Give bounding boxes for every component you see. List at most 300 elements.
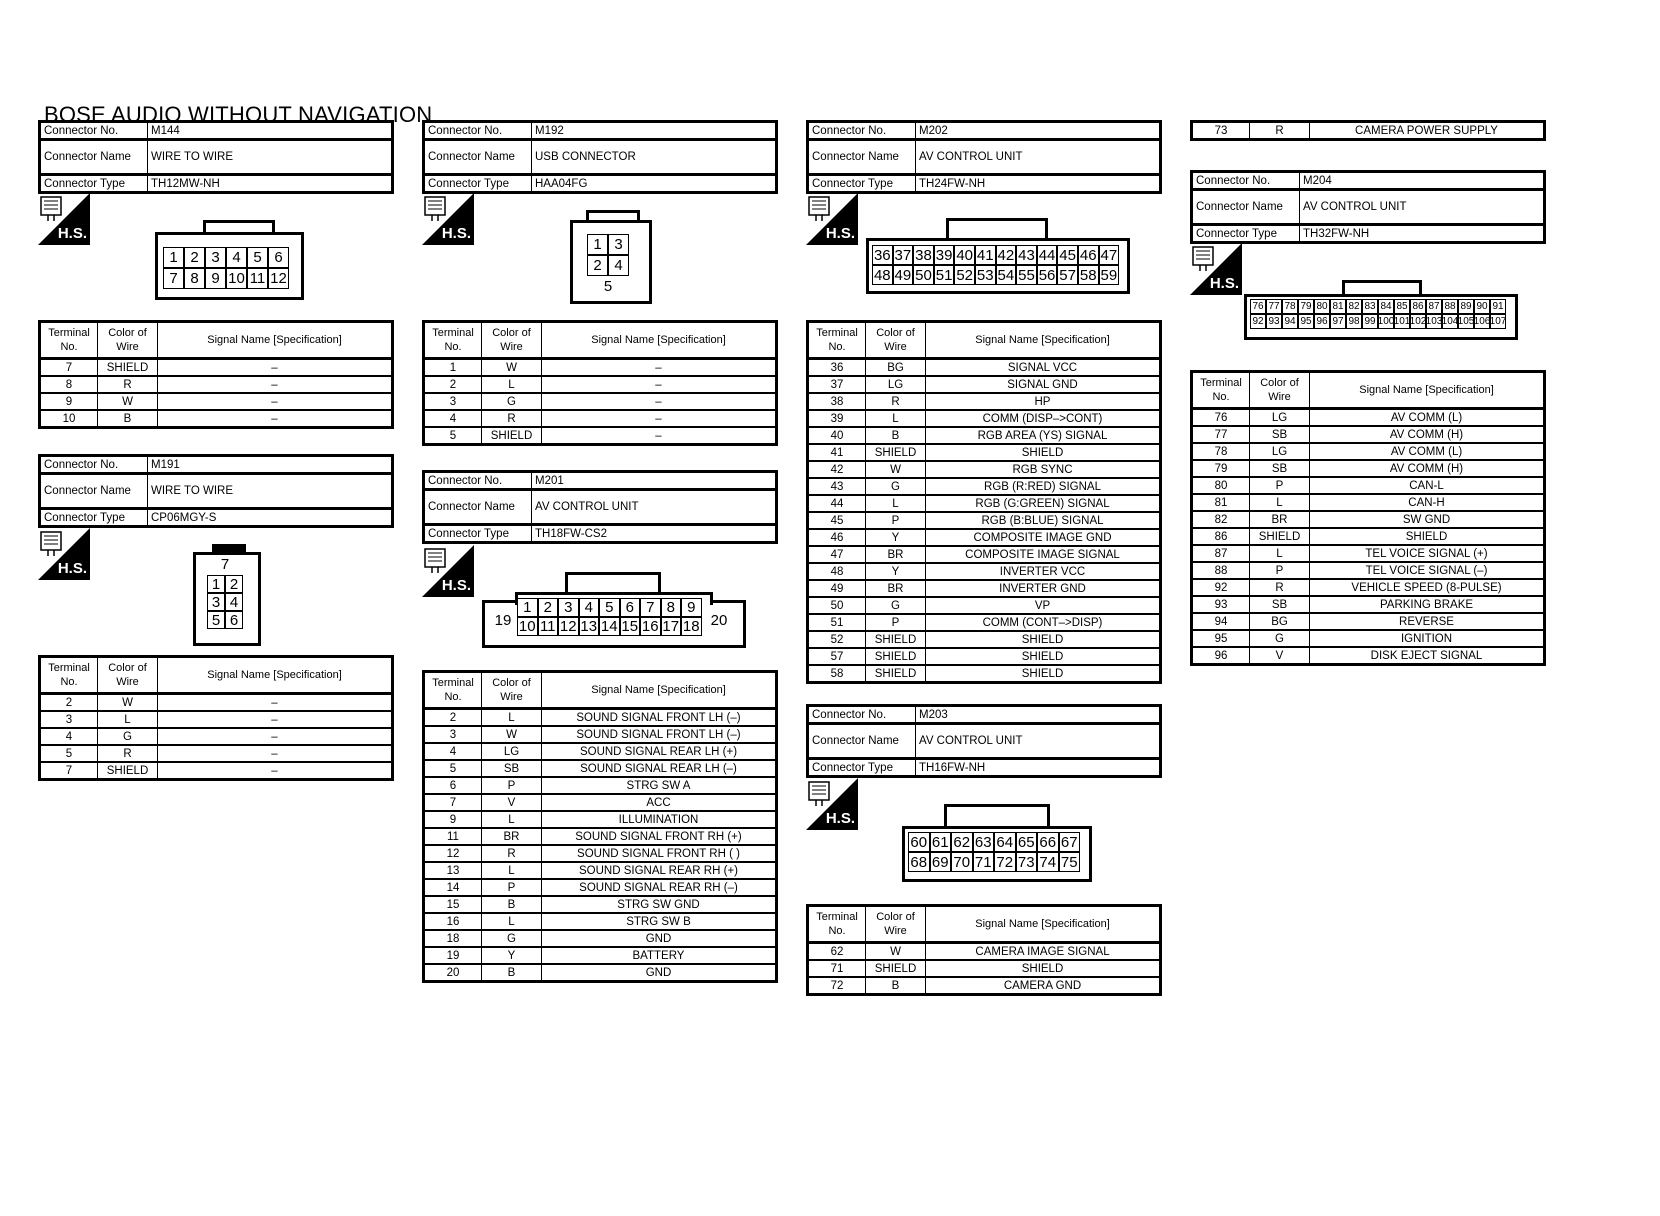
table-row: [1192, 443, 1545, 460]
harness-side-icon: [38, 528, 90, 580]
wire-color: LG: [866, 376, 926, 393]
pin-label: 20: [710, 612, 728, 629]
signal-name: –: [158, 762, 393, 780]
table-row: [1192, 596, 1545, 613]
wire-color: R: [1250, 122, 1310, 140]
wire-color: SHIELD: [866, 631, 926, 648]
table-row: [424, 845, 777, 862]
terminal-no: 38: [808, 393, 866, 410]
table-row: [808, 529, 1161, 546]
connector-no-label: Connector No.: [40, 122, 148, 140]
connector-pin: 3: [558, 598, 579, 617]
terminal-no: 73: [1192, 122, 1250, 140]
table-header-row: [424, 672, 777, 709]
table-row: [424, 359, 777, 377]
wire-color: Y: [866, 563, 926, 580]
signal-name: TEL VOICE SIGNAL (+): [1310, 545, 1545, 562]
terminal-no: 2: [40, 694, 98, 712]
terminal-no: 5: [424, 427, 482, 445]
connector-pin: 75: [1059, 852, 1081, 872]
connector-type-value: TH32FW-NH: [1300, 225, 1545, 243]
table-row: [808, 478, 1161, 495]
terminal-no: 11: [424, 828, 482, 845]
connector-no-label: Connector No.: [1192, 172, 1300, 190]
table-row: [808, 977, 1161, 995]
terminal-no: 48: [808, 563, 866, 580]
wire-color: Y: [866, 529, 926, 546]
page-title: BOSE AUDIO WITHOUT NAVIGATION: [44, 102, 433, 127]
connector-pin: 15: [621, 618, 639, 635]
table-row: [808, 444, 1161, 461]
connector-pin: 47: [1100, 246, 1118, 264]
table-row: [40, 745, 393, 762]
terminal-no: 2: [424, 709, 482, 727]
signal-name: –: [542, 393, 777, 410]
signal-name: –: [158, 393, 393, 410]
signal-name-header: Signal Name [Specification]: [926, 906, 1161, 943]
terminal-no: 5: [424, 760, 482, 777]
signal-name-header: Signal Name [Specification]: [1310, 372, 1545, 409]
hs-label: H.S.: [825, 810, 855, 827]
terminal-no: 18: [424, 930, 482, 947]
signal-name-header: Signal Name [Specification]: [926, 322, 1161, 359]
table-row: [424, 794, 777, 811]
signal-name: SHIELD: [926, 960, 1161, 977]
connector-pin: 13: [580, 618, 598, 635]
terminal-no: 6: [424, 777, 482, 794]
wire-color: L: [482, 862, 542, 879]
connector-pin: 64: [994, 832, 1016, 852]
connector-type-value: CP06MGY-S: [148, 509, 393, 527]
connector-pin: 2: [184, 247, 205, 268]
wire-color-header: Color of Wire: [482, 672, 542, 709]
terminal-no: 76: [1192, 409, 1250, 427]
connector-name-label: Connector Name: [40, 474, 148, 509]
connector-type-value: TH12MW-NH: [148, 175, 393, 193]
wire-color: V: [482, 794, 542, 811]
table-row: [424, 879, 777, 896]
connector-pin: 2: [538, 598, 559, 617]
connector-pin: 100: [1377, 316, 1395, 327]
signal-name: COMPOSITE IMAGE GND: [926, 529, 1161, 546]
terminal-table-m203-cont: [1190, 120, 1546, 141]
wire-color: SHIELD: [866, 665, 926, 683]
terminal-no: 87: [1192, 545, 1250, 562]
connector-no-value: M201: [532, 472, 777, 490]
table-row: [808, 631, 1161, 648]
table-row: [1192, 511, 1545, 528]
table-row: [424, 760, 777, 777]
wire-color: SHIELD: [482, 427, 542, 445]
signal-name: SOUND SIGNAL FRONT LH (–): [542, 709, 777, 727]
terminal-table-m203: [806, 904, 1162, 996]
signal-name: SW GND: [1310, 511, 1545, 528]
connector-header-m204: [1190, 170, 1546, 244]
wire-color: SHIELD: [866, 960, 926, 977]
table-row: [40, 711, 393, 728]
signal-name: SIGNAL VCC: [926, 359, 1161, 377]
table-row: [808, 960, 1161, 977]
wire-color: LG: [482, 743, 542, 760]
signal-name: –: [158, 359, 393, 377]
terminal-no: 47: [808, 546, 866, 563]
table-row: [808, 580, 1161, 597]
terminal-no: 79: [1192, 460, 1250, 477]
terminal-no: 3: [424, 726, 482, 743]
signal-name: PARKING BRAKE: [1310, 596, 1545, 613]
connector-pin: 74: [1037, 852, 1059, 872]
connector-pin: 39: [935, 246, 953, 264]
connector-pin: 80: [1314, 299, 1330, 314]
connector-pin: 5: [207, 611, 225, 629]
wire-color: P: [866, 614, 926, 631]
terminal-no: 42: [808, 461, 866, 478]
signal-name: CAMERA IMAGE SIGNAL: [926, 943, 1161, 961]
terminal-table-m144: [38, 320, 394, 429]
connector-type-label: Connector Type: [808, 759, 916, 777]
wire-color: R: [482, 845, 542, 862]
signal-name-header: Signal Name [Specification]: [158, 657, 393, 694]
table-row: [40, 694, 393, 712]
connector-pin: 56: [1038, 266, 1056, 284]
terminal-no: 9: [40, 393, 98, 410]
terminal-no: 58: [808, 665, 866, 683]
signal-name: AV COMM (L): [1310, 409, 1545, 427]
wire-color: BG: [866, 359, 926, 377]
signal-name: GND: [542, 930, 777, 947]
table-row: [808, 495, 1161, 512]
signal-name: COMPOSITE IMAGE SIGNAL: [926, 546, 1161, 563]
signal-name: SOUND SIGNAL REAR LH (+): [542, 743, 777, 760]
terminal-no-header: Terminal No.: [40, 657, 98, 694]
connector-pin: 82: [1346, 299, 1362, 314]
wire-color: BR: [482, 828, 542, 845]
connector-pin: 77: [1266, 299, 1282, 314]
signal-name: HP: [926, 393, 1161, 410]
connector-type-value: TH16FW-NH: [916, 759, 1161, 777]
connector-name-value: AV CONTROL UNIT: [916, 140, 1161, 175]
terminal-no: 15: [424, 896, 482, 913]
connector-pin: 97: [1330, 314, 1346, 329]
connector-pin: 91: [1490, 299, 1506, 314]
signal-name: CAN-L: [1310, 477, 1545, 494]
connector-pin: 44: [1038, 246, 1056, 264]
connector-pin: 84: [1378, 299, 1394, 314]
table-row: [40, 410, 393, 428]
terminal-no: 7: [40, 359, 98, 377]
wire-color: P: [482, 777, 542, 794]
connector-no-value: M203: [916, 706, 1161, 724]
connector-name-label: Connector Name: [1192, 190, 1300, 225]
connector-pin: 93: [1266, 314, 1282, 329]
terminal-no: 81: [1192, 494, 1250, 511]
harness-side-icon: [1190, 243, 1242, 295]
connector-pin: 104: [1441, 316, 1459, 327]
connector-pin: 99: [1362, 314, 1378, 329]
signal-name: VP: [926, 597, 1161, 614]
connector-pin: 11: [247, 268, 268, 289]
wire-color: R: [98, 376, 158, 393]
wire-color: SHIELD: [98, 359, 158, 377]
connector-name-value: AV CONTROL UNIT: [916, 724, 1161, 759]
connector-name-label: Connector Name: [808, 140, 916, 175]
wire-color-header: Color of Wire: [866, 322, 926, 359]
connector-pin: 37: [894, 246, 912, 264]
terminal-no: 19: [424, 947, 482, 964]
table-row: [424, 743, 777, 760]
terminal-no: 14: [424, 879, 482, 896]
connector-pin: 12: [559, 618, 577, 635]
wire-color: BR: [866, 546, 926, 563]
connector-pin: 98: [1346, 314, 1362, 329]
signal-name: –: [158, 376, 393, 393]
table-row: [1192, 494, 1545, 511]
terminal-no-header: Terminal No.: [424, 322, 482, 359]
terminal-no: 92: [1192, 579, 1250, 596]
signal-name: SOUND SIGNAL REAR RH (–): [542, 879, 777, 896]
wire-color: SB: [482, 760, 542, 777]
wire-color-header: Color of Wire: [98, 322, 158, 359]
pin-label: 19: [494, 612, 512, 629]
connector-pin: 67: [1059, 832, 1081, 852]
terminal-no: 45: [808, 512, 866, 529]
connector-pin: 79: [1298, 299, 1314, 314]
connector-name-value: WIRE TO WIRE: [148, 140, 393, 175]
wire-color: P: [1250, 562, 1310, 579]
wire-color: R: [98, 745, 158, 762]
wire-color: SHIELD: [866, 648, 926, 665]
hs-label: H.S.: [57, 560, 87, 577]
terminal-no: 41: [808, 444, 866, 461]
connector-pin: 5: [599, 598, 620, 617]
wire-color: SHIELD: [866, 444, 926, 461]
wire-color: Y: [482, 947, 542, 964]
wire-color: P: [866, 512, 926, 529]
connector-pin: 1: [207, 575, 225, 593]
wire-color: L: [1250, 494, 1310, 511]
terminal-no: 82: [1192, 511, 1250, 528]
connector-pin: 36: [873, 246, 891, 264]
terminal-no: 44: [808, 495, 866, 512]
wire-color: LG: [1250, 409, 1310, 427]
connector-header-m203: [806, 704, 1162, 778]
connector-pin: 96: [1314, 314, 1330, 329]
connector-type-label: Connector Type: [40, 509, 148, 527]
connector-pin: 68: [908, 852, 930, 872]
wire-color: R: [1250, 579, 1310, 596]
connector-pin: 4: [608, 255, 629, 276]
terminal-no-header: Terminal No.: [808, 322, 866, 359]
table-row: [424, 913, 777, 930]
terminal-no: 93: [1192, 596, 1250, 613]
connector-pin: 83: [1362, 299, 1378, 314]
connector-pin: 8: [184, 268, 205, 289]
connector-no-value: M191: [148, 456, 393, 474]
signal-name: INVERTER VCC: [926, 563, 1161, 580]
hs-label: H.S.: [1209, 275, 1239, 292]
signal-name: ACC: [542, 794, 777, 811]
connector-header-m144: [38, 120, 394, 194]
wire-color: B: [866, 977, 926, 995]
terminal-no-header: Terminal No.: [1192, 372, 1250, 409]
terminal-table-m192: [422, 320, 778, 446]
wire-color: L: [482, 913, 542, 930]
terminal-no: 51: [808, 614, 866, 631]
terminal-no-header: Terminal No.: [424, 672, 482, 709]
terminal-no: 7: [40, 762, 98, 780]
wire-color: R: [866, 393, 926, 410]
table-row: [808, 546, 1161, 563]
table-row: [424, 376, 777, 393]
wire-color: W: [482, 359, 542, 377]
wire-color: W: [866, 943, 926, 961]
table-header-row: [808, 322, 1161, 359]
signal-name: AV COMM (L): [1310, 443, 1545, 460]
connector-type-label: Connector Type: [40, 175, 148, 193]
signal-name: RGB SYNC: [926, 461, 1161, 478]
signal-name: –: [158, 745, 393, 762]
table-row: [808, 648, 1161, 665]
signal-name-header: Signal Name [Specification]: [158, 322, 393, 359]
table-header-row: [808, 906, 1161, 943]
connector-pin: 18: [682, 618, 700, 635]
wire-color-header: Color of Wire: [98, 657, 158, 694]
table-row: [424, 393, 777, 410]
connector-pin: 42: [997, 246, 1015, 264]
table-row: [424, 811, 777, 828]
wire-color: R: [482, 410, 542, 427]
table-row: [424, 862, 777, 879]
signal-name: –: [542, 359, 777, 377]
wire-color-header: Color of Wire: [866, 906, 926, 943]
signal-name: –: [158, 728, 393, 745]
connector-pin: 66: [1037, 832, 1059, 852]
wire-color: L: [98, 711, 158, 728]
connector-pin: 78: [1282, 299, 1298, 314]
terminal-table-m191: [38, 655, 394, 781]
terminal-no: 80: [1192, 477, 1250, 494]
connector-pin: 16: [641, 618, 659, 635]
connector-pin: 7: [640, 598, 661, 617]
table-row: [1192, 613, 1545, 630]
signal-name: BATTERY: [542, 947, 777, 964]
connector-name-value: AV CONTROL UNIT: [1300, 190, 1545, 225]
connector-pin: 73: [1016, 852, 1038, 872]
terminal-no: 7: [424, 794, 482, 811]
table-row: [808, 376, 1161, 393]
signal-name: RGB (B:BLUE) SIGNAL: [926, 512, 1161, 529]
wire-color: P: [1250, 477, 1310, 494]
table-row: [424, 709, 777, 727]
connector-pin: 60: [908, 832, 930, 852]
table-row: [424, 777, 777, 794]
connector-pin: 94: [1282, 314, 1298, 329]
connector-name-value: WIRE TO WIRE: [148, 474, 393, 509]
connector-pin: 46: [1079, 246, 1097, 264]
table-row: [808, 512, 1161, 529]
table-row: [424, 828, 777, 845]
connector-pin: 3: [205, 247, 226, 268]
terminal-no: 49: [808, 580, 866, 597]
signal-name: TEL VOICE SIGNAL (–): [1310, 562, 1545, 579]
connector-pin: 3: [608, 234, 629, 255]
connector-pin: 54: [997, 266, 1015, 284]
connector-no-value: M144: [148, 122, 393, 140]
connector-no-label: Connector No.: [40, 456, 148, 474]
terminal-no: 37: [808, 376, 866, 393]
signal-name: STRG SW B: [542, 913, 777, 930]
connector-pin: 53: [976, 266, 994, 284]
signal-name-header: Signal Name [Specification]: [542, 672, 777, 709]
terminal-no: 77: [1192, 426, 1250, 443]
hs-label: H.S.: [441, 225, 471, 242]
connector-pin: 107: [1489, 316, 1507, 327]
hs-label: H.S.: [825, 225, 855, 242]
terminal-no: 62: [808, 943, 866, 961]
connector-pin: 48: [873, 266, 891, 284]
table-header-row: [40, 657, 393, 694]
signal-name: IGNITION: [1310, 630, 1545, 647]
connector-name-label: Connector Name: [424, 140, 532, 175]
connector-pin: 40: [956, 246, 974, 264]
connector-pin: 87: [1426, 299, 1442, 314]
wire-color: W: [866, 461, 926, 478]
connector-pin: 95: [1298, 314, 1314, 329]
signal-name: SHIELD: [926, 648, 1161, 665]
table-row: [1192, 579, 1545, 596]
connector-pin: 89: [1458, 299, 1474, 314]
terminal-no: 71: [808, 960, 866, 977]
connector-header-m202: [806, 120, 1162, 194]
connector-name-value: USB CONNECTOR: [532, 140, 777, 175]
wire-color: G: [98, 728, 158, 745]
signal-name: CAMERA POWER SUPPLY: [1310, 122, 1545, 140]
signal-name: DISK EJECT SIGNAL: [1310, 647, 1545, 665]
table-row: [424, 964, 777, 982]
table-row: [1192, 630, 1545, 647]
table-row: [1192, 460, 1545, 477]
harness-side-icon: [806, 778, 858, 830]
connector-pin: 92: [1250, 314, 1266, 329]
signal-name: STRG SW GND: [542, 896, 777, 913]
table-row: [808, 665, 1161, 683]
wire-color: SHIELD: [98, 762, 158, 780]
wire-color: G: [482, 393, 542, 410]
wire-color: L: [866, 410, 926, 427]
wire-color: L: [482, 811, 542, 828]
connector-pin: 1: [163, 247, 184, 268]
connector-pin: 4: [226, 247, 247, 268]
harness-side-icon: [38, 193, 90, 245]
signal-name: SOUND SIGNAL FRONT LH (–): [542, 726, 777, 743]
connector-pin: 2: [225, 575, 243, 593]
connector-pin: 4: [579, 598, 600, 617]
connector-name-label: Connector Name: [424, 490, 532, 525]
table-row: [40, 393, 393, 410]
table-row: [808, 461, 1161, 478]
signal-name: SOUND SIGNAL FRONT RH ( ): [542, 845, 777, 862]
connector-no-label: Connector No.: [424, 122, 532, 140]
table-row: [40, 728, 393, 745]
table-row: [808, 410, 1161, 427]
connector-pin: 86: [1410, 299, 1426, 314]
harness-side-icon: [806, 193, 858, 245]
signal-name: SHIELD: [1310, 528, 1545, 545]
connector-pin: 7: [163, 268, 184, 289]
wire-color: G: [482, 930, 542, 947]
wire-color: W: [98, 694, 158, 712]
connector-pin: 9: [681, 598, 702, 617]
